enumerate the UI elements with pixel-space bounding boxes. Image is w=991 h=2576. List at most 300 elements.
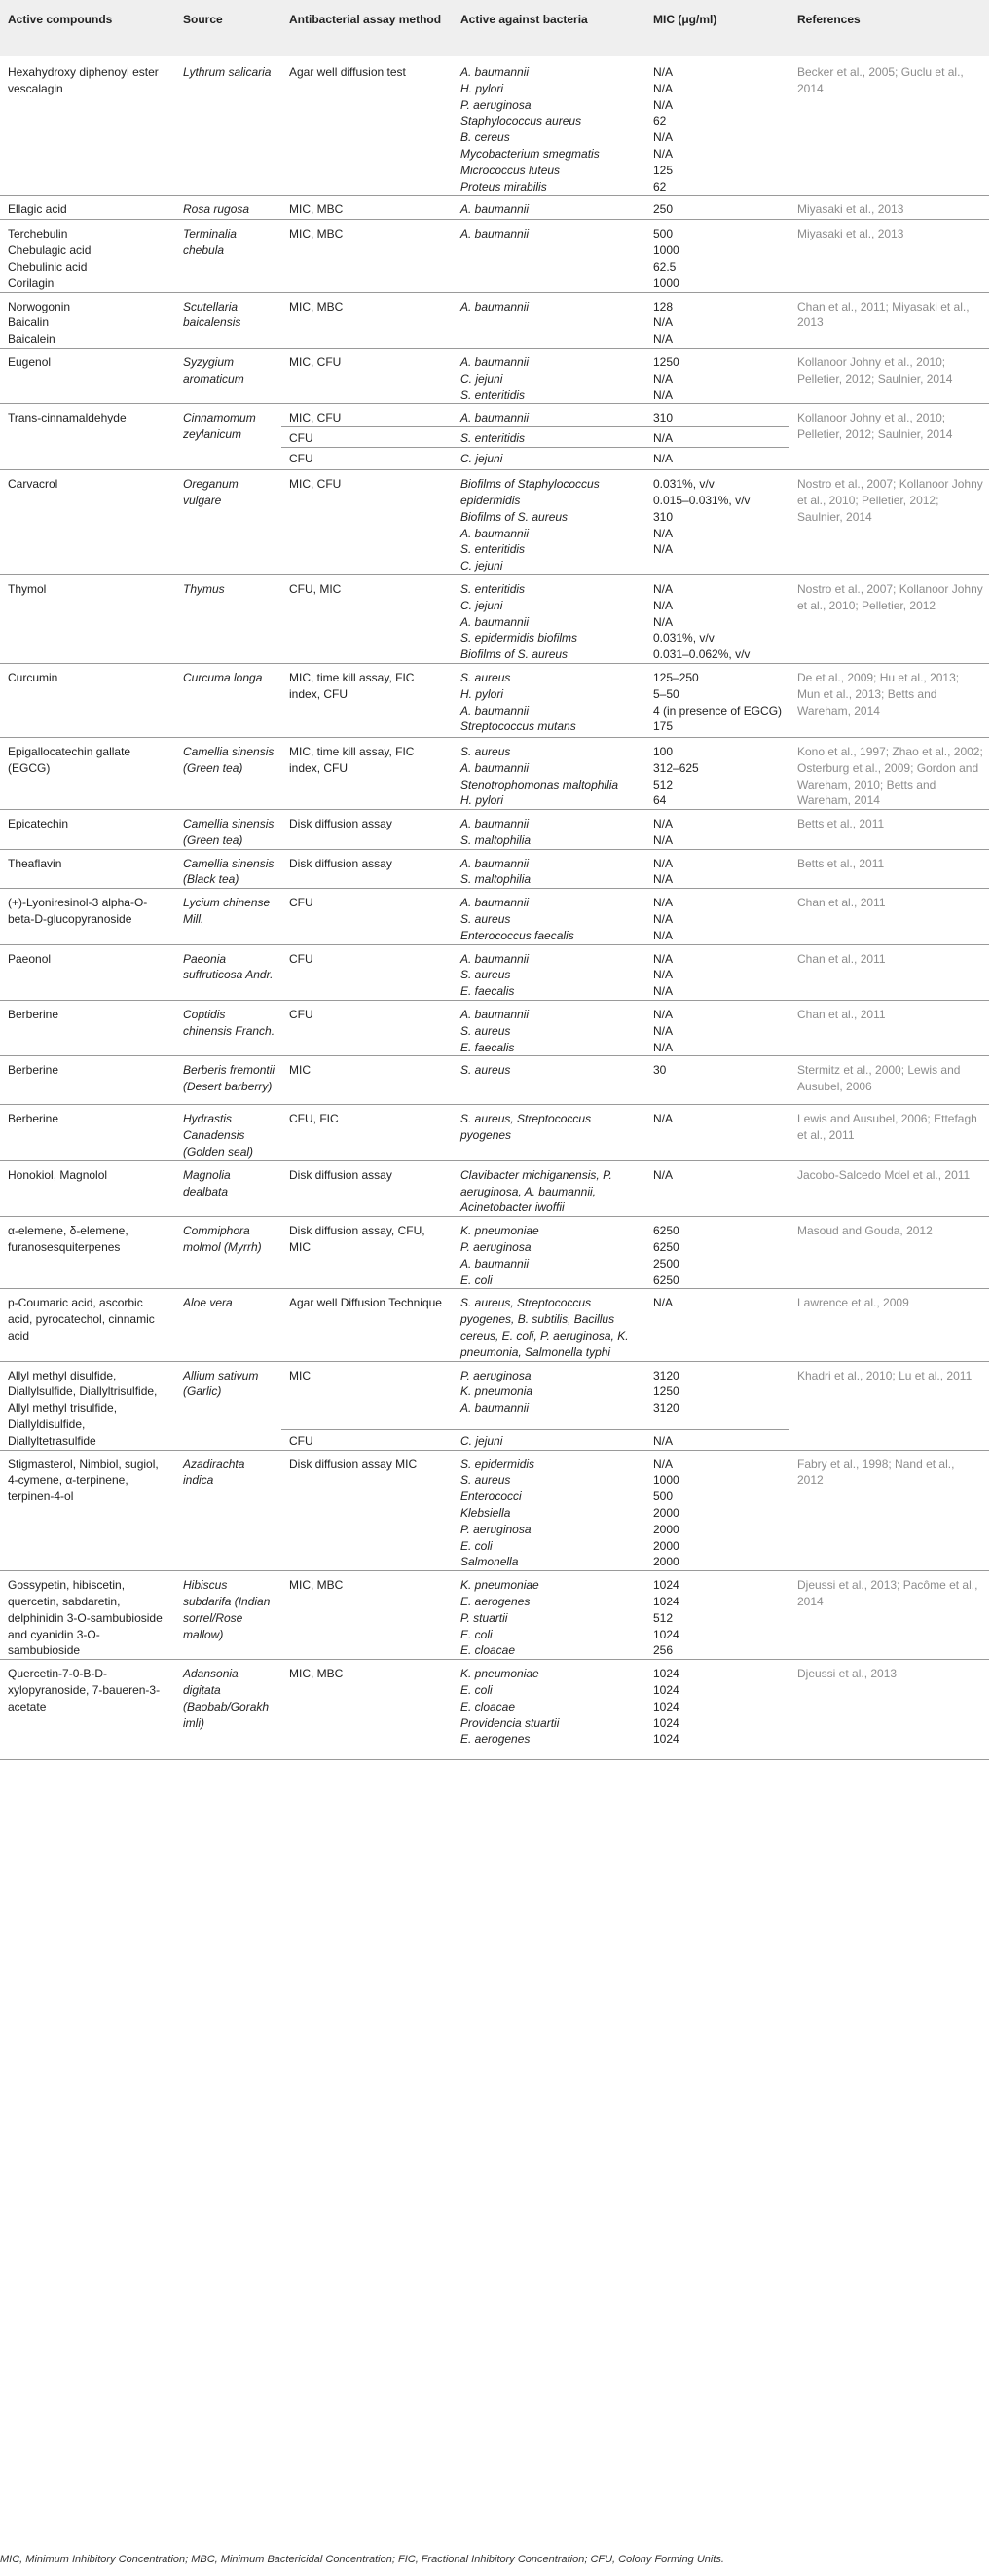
references-line: Djeussi et al., 2013 [797, 1667, 898, 1681]
table-row [0, 220, 989, 292]
method-line: MIC, MBC [289, 202, 344, 217]
cell-mic [645, 1289, 789, 1361]
cell-references [789, 1571, 989, 1660]
bacteria-line: A. baumannii [460, 526, 530, 540]
compound-line: Berberine [8, 1063, 59, 1078]
mic-line: 0.031–0.062%, v/v [653, 647, 751, 662]
cell-mic [645, 1361, 789, 1429]
mic-line: N/A [653, 928, 674, 942]
mic-line: 512 [653, 777, 674, 791]
cell-bacteria [453, 1217, 645, 1289]
cell-references [789, 574, 989, 663]
source-line: Cinnamomum zeylanicum [183, 411, 256, 442]
cell-compound [0, 1105, 175, 1160]
mic-line: N/A [653, 81, 674, 95]
bacteria-line: A. baumannii [460, 227, 530, 241]
cell-references [789, 404, 989, 470]
references-line: Chan et al., 2011 [797, 896, 886, 910]
mic-line: N/A [653, 387, 674, 402]
table-row [0, 348, 989, 403]
bacteria-line: Micrococcus luteus [460, 163, 561, 177]
source-line: Camellia sinensis (Black tea) [183, 856, 275, 887]
mic-line: N/A [653, 817, 674, 831]
mic-line: 6250 [653, 1240, 679, 1255]
mic-line: 125–250 [653, 670, 699, 684]
mic-line: 4 (in presence of EGCG) [653, 703, 783, 718]
table-row [0, 1160, 989, 1216]
cell-compound [0, 889, 175, 944]
mic-line: 1024 [653, 1715, 679, 1730]
cell-bacteria [453, 348, 645, 403]
bacteria-line: Clavibacter michiganensis, P. aeruginosa, A. baumannii, Acinetobacter iwoffii [460, 1167, 612, 1215]
cell-bacteria [453, 292, 645, 348]
bacteria-line: Klebsiella [460, 1505, 511, 1520]
references-line: Jacobo-Salcedo Mdel et al., 2011 [797, 1167, 971, 1182]
cell-mic [645, 1217, 789, 1289]
source-line: Adansonia digitata (Baobab/Gorakh imli) [183, 1667, 270, 1730]
mic-line: N/A [653, 332, 674, 347]
table-row [0, 1289, 989, 1361]
bacteria-line: P. aeruginosa [460, 97, 532, 112]
source-line: Rosa rugosa [183, 202, 250, 217]
mic-line: N/A [653, 1023, 674, 1038]
cell-source [175, 220, 281, 292]
source-line: Scutellaria baicalensis [183, 299, 241, 330]
mic-line: N/A [653, 614, 674, 629]
mic-line: 1024 [653, 1627, 679, 1641]
compound-line: Quercetin-7-0-B-D-xylopyranoside, 7-baueren-3-acetate [8, 1667, 161, 1713]
method-line: MIC [289, 1063, 311, 1078]
bacteria-line: Streptococcus mutans [460, 719, 576, 734]
bacteria-line: P. aeruginosa [460, 1522, 532, 1536]
cell-method [281, 196, 453, 220]
bacteria-line: S. enteritidis [460, 431, 526, 446]
cell-method [281, 1001, 453, 1056]
cell-compound [0, 574, 175, 663]
method-line: Disk diffusion assay MIC [289, 1456, 418, 1471]
cell-mic [645, 448, 789, 470]
mic-line: 1024 [653, 1667, 679, 1681]
cell-bacteria [453, 1571, 645, 1660]
method-line: MIC, MBC [289, 1667, 344, 1681]
cell-bacteria [453, 1160, 645, 1216]
mic-line: N/A [653, 951, 674, 966]
bacteria-line: A. baumannii [460, 299, 530, 313]
mic-line: N/A [653, 1296, 674, 1310]
mic-line: N/A [653, 1112, 674, 1126]
cell-references [789, 56, 989, 196]
compound-line: α-elemene, δ-elemene, furanosesquiterpenes [8, 1224, 128, 1255]
bacteria-line: S. enteritidis [460, 542, 526, 557]
references-line: Kono et al., 1997; Zhao et al., 2002; Osterburg et al., 2009; Gordon and Wareham, 2010; Betts and Wareham, 2014 [797, 744, 983, 808]
mic-line: 0.015–0.031%, v/v [653, 493, 751, 507]
cell-source [175, 1571, 281, 1660]
bacteria-line: A. baumannii [460, 614, 530, 629]
cell-references [789, 220, 989, 292]
cell-mic [645, 1105, 789, 1160]
references-line: Stermitz et al., 2000; Lewis and Ausubel, 2006 [797, 1063, 961, 1094]
mic-line: N/A [653, 856, 674, 870]
bacteria-line: Enterococci [460, 1490, 522, 1504]
compound-line: Paeonol [8, 951, 52, 966]
mic-line: 2500 [653, 1256, 679, 1270]
method-line: Disk diffusion assay [289, 856, 392, 870]
mic-line: 1000 [653, 276, 679, 290]
mic-line: 1024 [653, 1594, 679, 1608]
cell-references [789, 470, 989, 575]
table-row [0, 574, 989, 663]
cell-mic [645, 1429, 789, 1450]
cell-bacteria [453, 810, 645, 850]
mic-line: 2000 [653, 1505, 679, 1520]
cell-source [175, 348, 281, 403]
bacteria-line: S. maltophilia [460, 872, 532, 887]
cell-method [281, 944, 453, 1000]
source-line: Allium sativum (Garlic) [183, 1368, 259, 1399]
mic-line: 6250 [653, 1224, 679, 1238]
mic-line: N/A [653, 526, 674, 540]
method-line: Agar well Diffusion Technique [289, 1296, 442, 1310]
compound-line: Epigallocatechin gallate (EGCG) [8, 744, 131, 775]
cell-compound [0, 56, 175, 196]
cell-source [175, 1056, 281, 1105]
mic-line: 250 [653, 202, 674, 217]
cell-compound [0, 348, 175, 403]
cell-source [175, 1105, 281, 1160]
cell-references [789, 1660, 989, 1760]
bacteria-line: Biofilms of S. aureus [460, 647, 569, 662]
bacteria-line: Mycobacterium smegmatis [460, 146, 600, 161]
bacteria-line: Staphylococcus aureus [460, 114, 582, 129]
cell-method [281, 427, 453, 448]
bacteria-line: C. jejuni [460, 1433, 503, 1448]
bacteria-line: S. epidermidis biofilms [460, 631, 578, 645]
cell-source [175, 737, 281, 809]
cell-bacteria [453, 849, 645, 889]
compound-line: Theaflavin [8, 856, 62, 870]
cell-method [281, 348, 453, 403]
source-line: Hibiscus subdarifa (Indian sorrel/Rose mallow) [183, 1578, 271, 1641]
cell-bacteria [453, 1450, 645, 1571]
cell-bacteria [453, 663, 645, 737]
mic-line: 30 [653, 1063, 667, 1078]
source-line: Camellia sinensis (Green tea) [183, 744, 275, 775]
table-row [0, 1056, 989, 1105]
cell-references [789, 889, 989, 944]
cell-compound [0, 220, 175, 292]
bacteria-line: A. baumannii [460, 1008, 530, 1022]
bacteria-line: A. baumannii [460, 1401, 530, 1416]
mic-line: N/A [653, 130, 674, 145]
cell-method [281, 737, 453, 809]
mic-line: N/A [653, 1167, 674, 1182]
cell-method [281, 1429, 453, 1450]
method-line: CFU [289, 452, 313, 466]
mic-line: N/A [653, 65, 674, 79]
compound-line: Ellagic acid [8, 202, 67, 217]
cell-method [281, 220, 453, 292]
method-line: CFU, FIC [289, 1112, 339, 1126]
bacteria-line: S. enteritidis [460, 581, 526, 596]
cell-bacteria [453, 944, 645, 1000]
mic-line: 312–625 [653, 760, 699, 775]
bacteria-line: A. baumannii [460, 411, 530, 425]
cell-compound [0, 1001, 175, 1056]
mic-line: 1024 [653, 1699, 679, 1713]
header-bacteria: Active against bacteria [460, 13, 588, 26]
cell-bacteria [453, 196, 645, 220]
bacteria-line: A. baumannii [460, 856, 530, 870]
compound-line: Carvacrol [8, 477, 58, 492]
mic-line: 310 [653, 411, 674, 425]
cell-compound [0, 1056, 175, 1105]
cell-bacteria [453, 1361, 645, 1429]
cell-source [175, 849, 281, 889]
cell-source [175, 574, 281, 663]
cell-source [175, 56, 281, 196]
mic-line: N/A [653, 452, 674, 466]
method-line: CFU [289, 951, 313, 966]
header-compound: Active compounds [8, 13, 113, 26]
bacteria-line: S. aureus [460, 968, 511, 982]
table-row [0, 470, 989, 575]
cell-mic [645, 810, 789, 850]
mic-line: 100 [653, 744, 674, 758]
compound-line: Hexahydroxy diphenoyl ester vescalagin [8, 65, 159, 95]
references-line: Djeussi et al., 2013; Pacôme et al., 2014 [797, 1578, 978, 1608]
source-line: Aloe vera [183, 1296, 233, 1310]
source-line: Curcuma longa [183, 670, 263, 684]
bacteria-line: H. pylori [460, 81, 504, 95]
bacteria-line: E. faecalis [460, 984, 515, 999]
cell-references [789, 1450, 989, 1571]
cell-references [789, 1361, 989, 1450]
cell-mic [645, 1660, 789, 1760]
bacteria-line: A. baumannii [460, 760, 530, 775]
table-row [0, 663, 989, 737]
cell-mic [645, 1001, 789, 1056]
mic-line: N/A [653, 146, 674, 161]
compound-line: Trans-cinnamaldehyde [8, 411, 127, 425]
bacteria-line: S. aureus, Streptococcus pyogenes, B. subtilis, Bacillus cereus, E. coli, P. aeruginosa, K. pneumonia, Salmonella typhi [460, 1296, 629, 1359]
mic-line: 3120 [653, 1401, 679, 1416]
cell-mic [645, 220, 789, 292]
mic-line: 2000 [653, 1522, 679, 1536]
cell-mic [645, 292, 789, 348]
cell-method [281, 1056, 453, 1105]
cell-compound [0, 196, 175, 220]
cell-method [281, 1660, 453, 1760]
mic-line: N/A [653, 1008, 674, 1022]
bacteria-line: S. aureus [460, 1473, 511, 1488]
table-row [0, 404, 989, 427]
cell-bacteria [453, 448, 645, 470]
cell-compound [0, 1660, 175, 1760]
references-line: Kollanoor Johny et al., 2010; Pelletier, 2012; Saulnier, 2014 [797, 354, 953, 386]
cell-source [175, 944, 281, 1000]
mic-line: 1024 [653, 1732, 679, 1747]
header-row [0, 0, 989, 56]
bacteria-line: Salmonella [460, 1555, 519, 1569]
mic-line: N/A [653, 581, 674, 596]
references-line: Lewis and Ausubel, 2006; Ettefagh et al., 2011 [797, 1112, 977, 1143]
cell-compound [0, 810, 175, 850]
method-line: CFU [289, 1008, 313, 1022]
mic-line: N/A [653, 315, 674, 330]
mic-line: N/A [653, 968, 674, 982]
mic-line: 5–50 [653, 686, 679, 701]
source-line: Camellia sinensis (Green tea) [183, 817, 275, 847]
method-line: MIC, time kill assay, FIC index, CFU [289, 670, 415, 701]
references-line: Kollanoor Johny et al., 2010; Pelletier, 2012; Saulnier, 2014 [797, 411, 953, 442]
bacteria-line: E. cloacae [460, 1699, 516, 1713]
bacteria-line: A. baumannii [460, 1256, 530, 1270]
mic-line: 128 [653, 299, 674, 313]
compound-line: (+)-Lyoniresinol-3 alpha-O-beta-D-glucopyranoside [8, 896, 148, 927]
mic-line: 1000 [653, 1473, 679, 1488]
cell-bacteria [453, 1429, 645, 1450]
bacteria-line: A. baumannii [460, 65, 530, 79]
cell-bacteria [453, 1660, 645, 1760]
references-line: Nostro et al., 2007; Kollanoor Johny et al., 2010; Pelletier, 2012; Saulnier, 2014 [797, 477, 983, 524]
bacteria-line: C. jejuni [460, 559, 503, 573]
bacteria-line: H. pylori [460, 793, 504, 808]
cell-method [281, 574, 453, 663]
cell-compound [0, 1289, 175, 1361]
cell-compound [0, 1217, 175, 1289]
cell-references [789, 1056, 989, 1105]
cell-source [175, 404, 281, 470]
cell-compound [0, 292, 175, 348]
compound-line: Norwogonin [8, 299, 71, 313]
cell-bacteria [453, 427, 645, 448]
compound-line: Honokiol, Magnolol [8, 1167, 108, 1182]
cell-mic [645, 574, 789, 663]
cell-bacteria [453, 574, 645, 663]
cell-mic [645, 889, 789, 944]
cell-source [175, 1217, 281, 1289]
method-line: MIC, MBC [289, 1578, 344, 1593]
bacteria-line: E. coli [460, 1272, 493, 1287]
method-line: Disk diffusion assay [289, 1167, 392, 1182]
table-row [0, 810, 989, 850]
source-line: Lycium chinense Mill. [183, 896, 271, 927]
source-line: Oreganum vulgare [183, 477, 239, 507]
cell-bacteria [453, 737, 645, 809]
references-line: Miyasaki et al., 2013 [797, 202, 904, 217]
mic-line: N/A [653, 872, 674, 887]
cell-mic [645, 56, 789, 196]
mic-line: N/A [653, 598, 674, 612]
bacteria-line: C. jejuni [460, 598, 503, 612]
bacteria-line: K. pneumoniae [460, 1224, 539, 1238]
bacteria-line: S. aureus [460, 1063, 511, 1078]
bacteria-line: P. stuartii [460, 1610, 508, 1625]
compound-line: Allyl methyl disulfide, Diallylsulfide, Diallyltrisulfide, Allyl methyl trisulfide, Diallyldisulfide, Diallyltetrasulfide [8, 1368, 158, 1448]
cell-method [281, 404, 453, 427]
cell-references [789, 1217, 989, 1289]
cell-source [175, 663, 281, 737]
mic-line: 1000 [653, 243, 679, 258]
bacteria-line: P. aeruginosa [460, 1240, 532, 1255]
compound-line: Baicalin [8, 315, 50, 330]
references-line: Nostro et al., 2007; Kollanoor Johny et al., 2010; Pelletier, 2012 [797, 581, 983, 612]
header-method: Antibacterial assay method [289, 13, 442, 26]
bacteria-line: E. coli [460, 1627, 493, 1641]
method-line: Disk diffusion assay, CFU, MIC [289, 1224, 425, 1255]
mic-line: 0.031%, v/v [653, 631, 715, 645]
compound-line: Corilagin [8, 276, 55, 290]
table-row [0, 849, 989, 889]
cell-compound [0, 470, 175, 575]
cell-references [789, 1160, 989, 1216]
cell-method [281, 1450, 453, 1571]
cell-source [175, 1361, 281, 1450]
cell-compound [0, 849, 175, 889]
mic-line: 3120 [653, 1368, 679, 1382]
mic-line: N/A [653, 431, 674, 446]
bacteria-line: P. aeruginosa [460, 1368, 532, 1382]
cell-references [789, 292, 989, 348]
mic-line: N/A [653, 371, 674, 386]
cell-bacteria [453, 220, 645, 292]
table-row [0, 1450, 989, 1571]
source-line: Syzygium aromaticum [183, 354, 244, 386]
cell-references [789, 1001, 989, 1056]
bacteria-line: Proteus mirabilis [460, 179, 547, 194]
compound-line: Terchebulin [8, 227, 68, 241]
cell-source [175, 1450, 281, 1571]
cell-compound [0, 737, 175, 809]
cell-mic [645, 196, 789, 220]
compound-line: p-Coumaric acid, ascorbic acid, pyrocatechol, cinnamic acid [8, 1296, 155, 1343]
cell-bacteria [453, 470, 645, 575]
mic-line: 310 [653, 509, 674, 524]
compound-line: Curcumin [8, 670, 58, 684]
compound-line: Gossypetin, hibiscetin, quercetin, sabdaretin, delphinidin 3-O-sambubioside and cyanidin 3-O-sambubioside [8, 1578, 163, 1658]
cell-method [281, 810, 453, 850]
cell-source [175, 810, 281, 850]
cell-source [175, 1660, 281, 1760]
method-line: MIC, time kill assay, FIC index, CFU [289, 744, 415, 775]
cell-references [789, 1105, 989, 1160]
table-row [0, 196, 989, 220]
bacteria-line: Enterococcus faecalis [460, 928, 574, 942]
cell-bacteria [453, 1289, 645, 1361]
header-references: References [797, 13, 861, 26]
bacteria-line: A. baumannii [460, 896, 530, 910]
cell-references [789, 196, 989, 220]
method-line: CFU [289, 1433, 313, 1448]
references-line: Betts et al., 2011 [797, 817, 885, 831]
cell-source [175, 889, 281, 944]
cell-mic [645, 470, 789, 575]
cell-method [281, 1571, 453, 1660]
table-row [0, 889, 989, 944]
mic-line: 175 [653, 719, 674, 734]
mic-line: N/A [653, 1433, 674, 1448]
cell-compound [0, 1160, 175, 1216]
cell-bacteria [453, 1001, 645, 1056]
source-line: Hydrastis Canadensis (Golden seal) [183, 1112, 254, 1159]
cell-bacteria [453, 404, 645, 427]
method-line: Disk diffusion assay [289, 817, 392, 831]
table-footnote: MIC, Minimum Inhibitory Concentration; MBC, Minimum Bactericidal Concentration; FIC, Fractional Inhibitory Concentration; CFU, Colony Forming Units. [0, 2554, 724, 2565]
source-line: Magnolia dealbata [183, 1167, 231, 1198]
table-row [0, 1105, 989, 1160]
bacteria-line: E. coli [460, 1538, 493, 1553]
cell-source [175, 470, 281, 575]
